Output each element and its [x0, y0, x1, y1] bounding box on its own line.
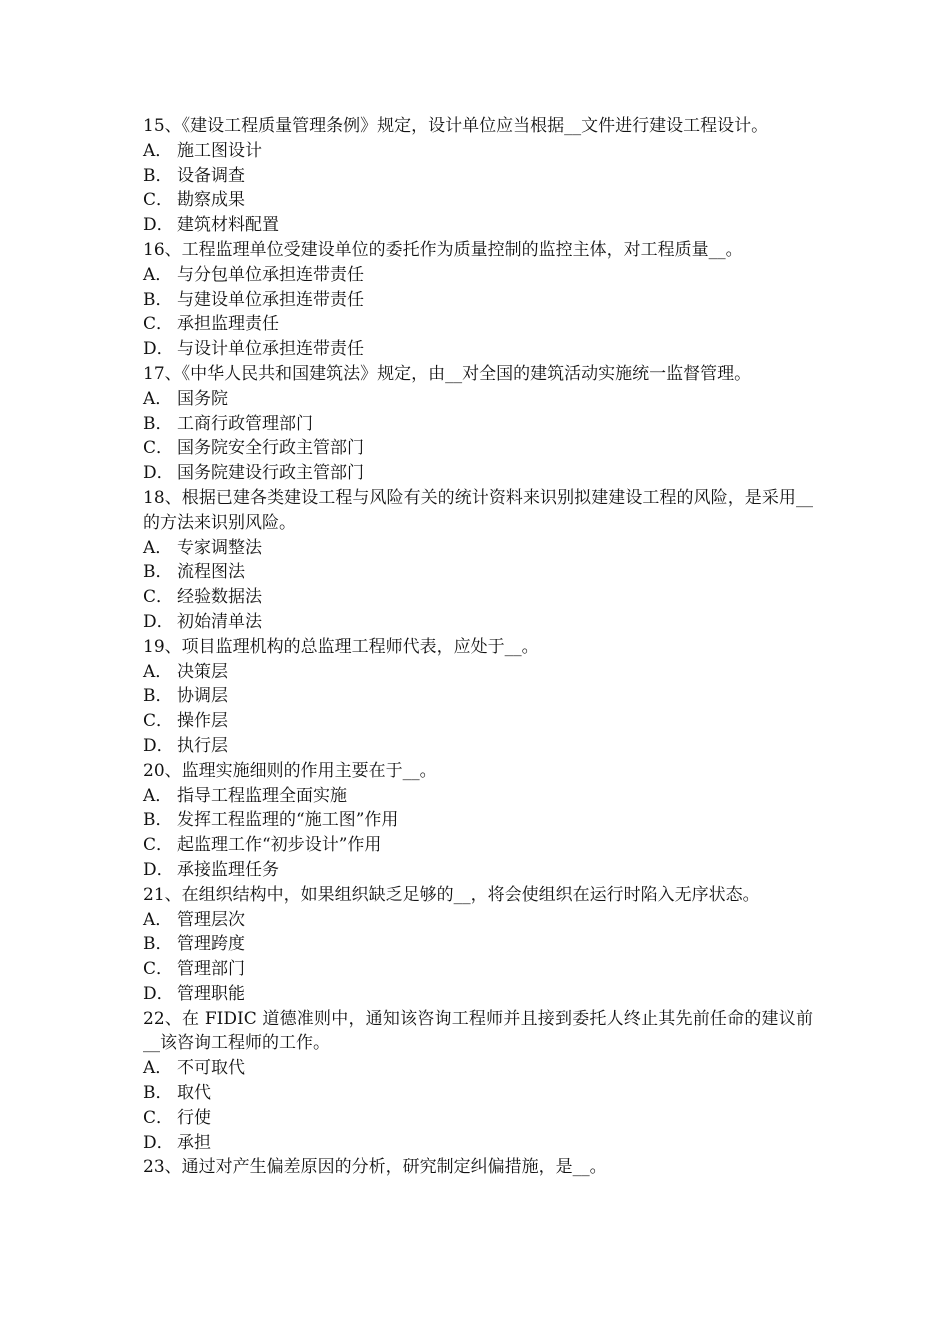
option-letter: C． — [143, 1107, 174, 1128]
option-d — [143, 213, 813, 238]
option-letter: B． — [143, 934, 173, 955]
option-text: 行使 — [177, 1107, 211, 1128]
option-text: 与分包单位承担连带责任 — [177, 264, 364, 285]
option-letter: C． — [143, 711, 174, 732]
option-letter: D． — [143, 859, 174, 880]
option-letter: A． — [143, 1058, 173, 1079]
question-stem: 17、《中华人民共和国建筑法》规定，由__对全国的建筑活动实施统一监督管理。 — [143, 363, 752, 384]
option-d — [143, 858, 813, 883]
option-letter: A． — [143, 785, 173, 806]
option-letter: D． — [143, 735, 174, 756]
option-c — [143, 436, 813, 461]
question-stem: 15、《建设工程质量管理条例》规定，设计单位应当根据__文件进行建设工程设计。 — [143, 116, 769, 136]
option-b — [143, 1081, 813, 1106]
option-d — [143, 982, 813, 1007]
option-text: 承担 — [177, 1132, 211, 1153]
option-letter: A． — [143, 388, 173, 409]
question-22 — [143, 1007, 813, 1156]
option-a — [143, 263, 813, 288]
question-17 — [143, 362, 813, 486]
option-letter: C． — [143, 190, 174, 211]
option-b — [143, 288, 813, 313]
option-text: 设备调查 — [177, 165, 245, 186]
question-20 — [143, 759, 813, 883]
question-stem: 18、根据已建各类建设工程与风险有关的统计资料来识别拟建建设工程的风险，是采用__的方法来识别风险。 — [143, 487, 813, 533]
question-23 — [143, 1155, 813, 1180]
option-text: 初始清单法 — [177, 611, 262, 632]
question-stem: 23、通过对产生偏差原因的分析，研究制定纠偏措施，是__。 — [143, 1157, 607, 1178]
option-text: 经验数据法 — [177, 587, 262, 608]
option-text: 起监理工作“初步设计”作用 — [177, 835, 382, 856]
option-letter: D． — [143, 1132, 174, 1153]
option-letter: B． — [143, 562, 173, 583]
option-letter: D． — [143, 983, 174, 1004]
option-letter: A． — [143, 140, 173, 161]
option-text: 发挥工程监理的“施工图”作用 — [177, 810, 399, 831]
option-letter: B． — [143, 686, 173, 707]
option-letter: D． — [143, 339, 174, 360]
option-letter: A． — [143, 537, 173, 558]
question-stem: 20、监理实施细则的作用主要在于__。 — [143, 760, 437, 781]
option-c — [143, 585, 813, 610]
option-letter: B． — [143, 1083, 173, 1104]
option-text: 管理层次 — [177, 909, 245, 930]
question-18 — [143, 486, 813, 635]
option-letter: C． — [143, 835, 174, 856]
option-b — [143, 808, 813, 833]
option-letter: A． — [143, 264, 173, 285]
option-letter: A． — [143, 661, 173, 682]
option-c — [143, 709, 813, 734]
question-15 — [143, 114, 813, 238]
option-a — [143, 908, 813, 933]
question-16 — [143, 238, 813, 362]
option-b — [143, 932, 813, 957]
option-text: 指导工程监理全面实施 — [177, 785, 347, 806]
question-stem: 19、项目监理机构的总监理工程师代表，应处于__。 — [143, 636, 539, 657]
option-letter: B． — [143, 289, 173, 310]
option-text: 国务院 — [177, 388, 228, 409]
option-text: 操作层 — [177, 711, 228, 732]
option-text: 管理部门 — [177, 959, 245, 980]
option-text: 执行层 — [177, 735, 228, 756]
option-a — [143, 784, 813, 809]
question-list — [143, 114, 813, 1180]
option-text: 流程图法 — [177, 562, 245, 583]
question-19 — [143, 635, 813, 759]
option-b — [143, 412, 813, 437]
option-a — [143, 387, 813, 412]
option-letter: C． — [143, 438, 174, 459]
option-letter: B． — [143, 810, 173, 831]
question-stem: 16、工程监理单位受建设单位的委托作为质量控制的监控主体，对工程质量__。 — [143, 239, 743, 260]
option-text: 施工图设计 — [177, 140, 262, 161]
option-d — [143, 1131, 813, 1156]
option-a — [143, 139, 813, 164]
option-d — [143, 610, 813, 635]
option-c — [143, 1106, 813, 1131]
option-letter: C． — [143, 314, 174, 335]
option-text: 决策层 — [177, 661, 228, 682]
option-c — [143, 833, 813, 858]
option-letter: C． — [143, 587, 174, 608]
option-letter: D． — [143, 611, 174, 632]
option-b — [143, 164, 813, 189]
option-text: 承担监理责任 — [177, 314, 279, 335]
option-letter: D． — [143, 215, 174, 236]
option-letter: D． — [143, 463, 174, 484]
option-c — [143, 957, 813, 982]
option-letter: B． — [143, 413, 173, 434]
option-a — [143, 536, 813, 561]
option-d — [143, 337, 813, 362]
option-letter: A． — [143, 909, 173, 930]
option-a — [143, 660, 813, 685]
option-c — [143, 188, 813, 213]
option-text: 国务院建设行政主管部门 — [177, 463, 364, 484]
option-text: 建筑材料配置 — [177, 215, 279, 236]
option-c — [143, 312, 813, 337]
option-b — [143, 560, 813, 585]
option-text: 承接监理任务 — [177, 859, 279, 880]
question-stem: 21、在组织结构中，如果组织缺乏足够的__，将会使组织在运行时陷入无序状态。 — [143, 884, 760, 905]
option-text: 专家调整法 — [177, 537, 262, 558]
option-text: 国务院安全行政主管部门 — [177, 438, 364, 459]
question-stem: 22、在 FIDIC 道德准则中，通知该咨询工程师并且接到委托人终止其先前任命的建议前__该咨询工程师的工作。 — [143, 1008, 813, 1054]
option-text: 与设计单位承担连带责任 — [177, 339, 364, 360]
question-21 — [143, 883, 813, 1007]
option-text: 不可取代 — [177, 1058, 245, 1079]
option-text: 勘察成果 — [177, 190, 245, 211]
option-d — [143, 461, 813, 486]
option-letter: C． — [143, 959, 174, 980]
option-text: 工商行政管理部门 — [177, 413, 313, 434]
option-a — [143, 1056, 813, 1081]
option-d — [143, 734, 813, 759]
option-text: 与建设单位承担连带责任 — [177, 289, 364, 310]
option-b — [143, 684, 813, 709]
option-text: 取代 — [177, 1083, 211, 1104]
option-text: 管理跨度 — [177, 934, 245, 955]
option-letter: B． — [143, 165, 173, 186]
option-text: 管理职能 — [177, 983, 245, 1004]
option-text: 协调层 — [177, 686, 228, 707]
